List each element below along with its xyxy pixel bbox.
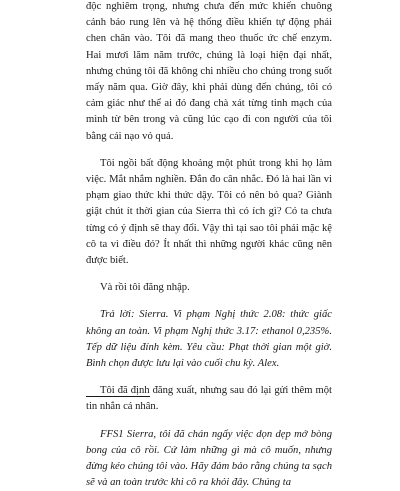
paragraph-private-message: FFS1 Sierra, tôi đã chán ngấy việc dọn dẹp mớ bòng bong của cô rồi. Cứ làm những gì mà cô muốn, nhưng đừng kéo chúng tôi vào. Hãy đảm bảo rằng chúng ta sạch sẽ và an toàn trước khi cô ra khỏi đây. Chúng ta [86, 428, 332, 489]
paragraph-continuation: độc nghiêm trọng, nhưng chưa đến mức khiến chuông cảnh báo rung lên và hệ thống điều khiển tự động phải chen chân vào. Tôi đã mang theo thuốc ức chế enzym. Hai mươi lăm năm trước, chúng là loại hiện đại nhất, nhưng chúng tôi đã không chi nhiều cho chúng trong suốt mấy năm qua. Giờ đây, khi phải dùng đến chúng, tôi có cảm giác như thể ai đó đang chà xát từng tinh mạch của mình từ bên trong và cũng lúc cạo đi con người của tôi bằng cái nạo vỏ quả. [86, 1, 332, 142]
footnote-rule [86, 396, 150, 397]
paragraph-login: Và rồi tôi đăng nhập. [100, 282, 190, 294]
paragraph-private-message-intro: Tôi đã định đăng xuất, nhưng sau đó lại gửi thêm một tin nhắn cá nhân. [86, 385, 332, 413]
text-column [86, 0, 332, 491]
paragraph-sitting-still: Tôi ngồi bất động khoảng một phút trong khi họ làm việc. Mắt nhắm nghiền. Đắn đo cân nhắc. Đó là hai lần vi phạm giao thức khi thức dậy. Tôi có nên bỏ qua? Giành giật chút ít thời gian của Sierra thì có ích gì? Có ta chưa từng có ý định sẽ thay đổi. Vậy thì tại sao tôi phải mặc kệ cô ta vì điều đó? Ít nhất thì những người khác cũng nên được biết. [86, 157, 332, 267]
paragraph-report-message: Trả lời: Sierra. Vi phạm Nghị thức 2.08: thức giấc không an toàn. Vi phạm Nghị thức 3.17: ethanol 0,235%. Tếp dữ liệu đính kèm. Yêu cầu: Phạt thời gian một giờ. Bình chọn được lưu lại vào cuối chu kỳ. Alex. [86, 309, 332, 370]
